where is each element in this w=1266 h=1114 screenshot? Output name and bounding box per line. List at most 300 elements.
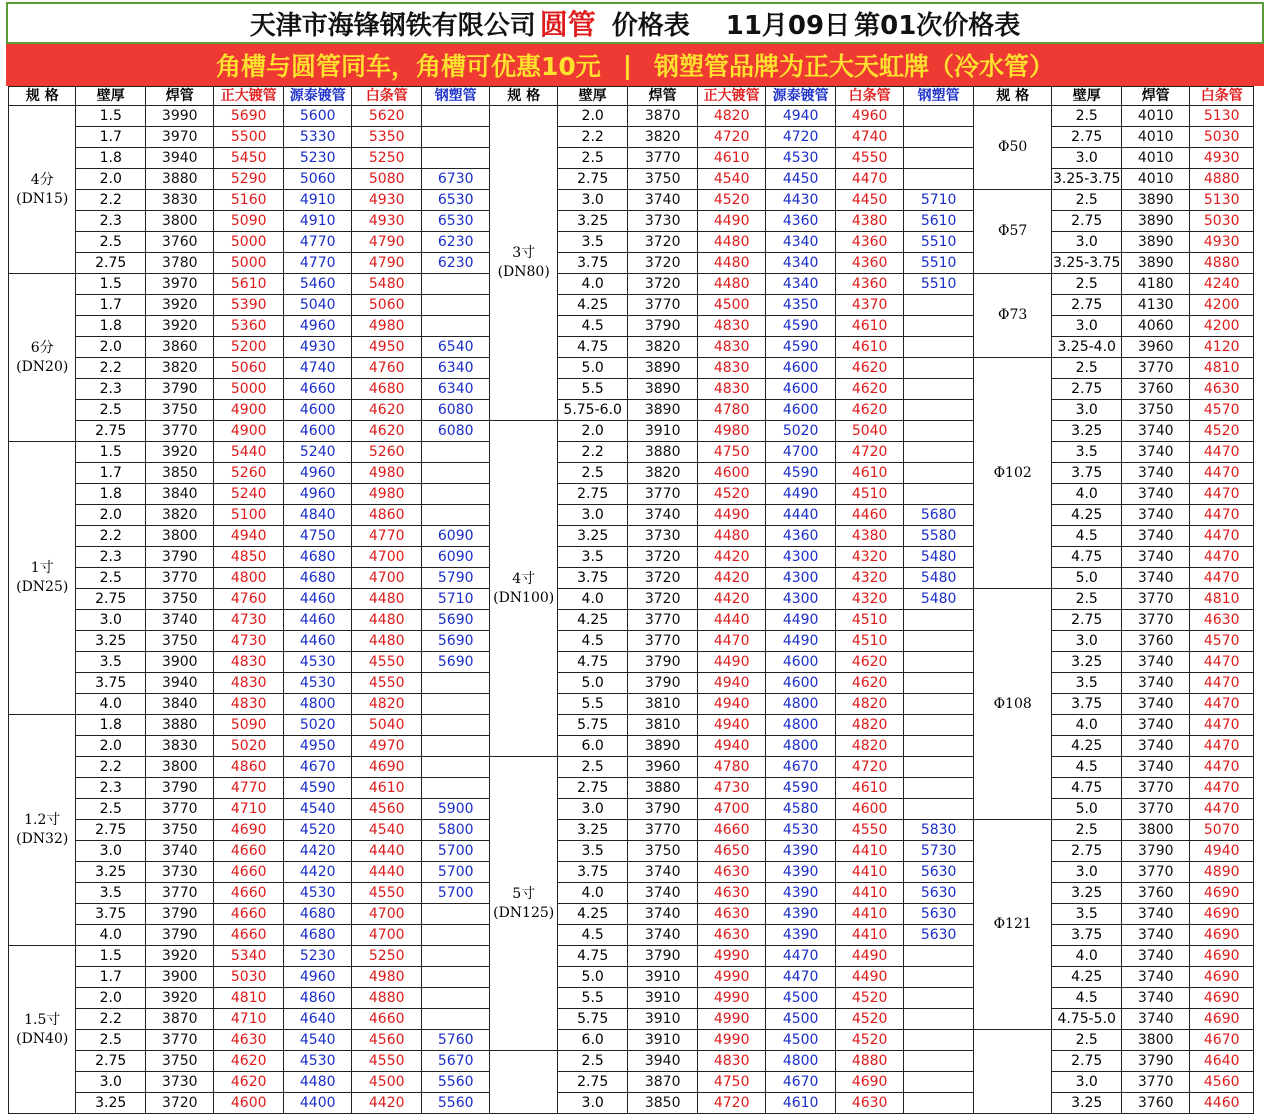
- promo-banner: [6, 44, 1264, 86]
- wall-thickness-cell: 2.75: [1052, 841, 1122, 862]
- price-cell: 4940: [697, 694, 765, 715]
- wall-thickness-cell: 2.0: [557, 421, 628, 442]
- price-cell: 4800: [214, 568, 284, 589]
- price-cell: [904, 715, 974, 736]
- price-cell: 3740: [628, 190, 698, 211]
- price-cell: 4600: [214, 1093, 284, 1114]
- price-cell: 5020: [766, 421, 836, 442]
- price-cell: 4340: [766, 253, 836, 274]
- banner-separator: |: [622, 50, 632, 80]
- table-row: [9, 274, 1254, 295]
- price-cell: 4930: [1190, 148, 1254, 169]
- column-header: 正大镀管: [697, 87, 765, 106]
- column-header: 焊管: [1121, 87, 1189, 106]
- price-cell: 4010: [1121, 148, 1189, 169]
- table-row: [9, 694, 1254, 715]
- price-cell: 4470: [1190, 505, 1254, 526]
- price-cell: 5710: [904, 190, 974, 211]
- spec-cell: 3寸 (DN80): [490, 106, 557, 421]
- price-cell: 3990: [145, 106, 213, 127]
- price-cell: 4610: [835, 778, 903, 799]
- price-cell: 4470: [1190, 736, 1254, 757]
- wall-thickness-cell: 3.25: [557, 211, 628, 232]
- price-cell: 3770: [145, 421, 213, 442]
- price-cell: [421, 1009, 489, 1030]
- price-cell: 4820: [697, 106, 765, 127]
- table-row: [9, 127, 1254, 148]
- table-row: [9, 547, 1254, 568]
- price-cell: 3920: [145, 946, 213, 967]
- table-row: [9, 1093, 1254, 1114]
- wall-thickness-cell: 4.5: [1052, 526, 1122, 547]
- price-cell: 4470: [1190, 673, 1254, 694]
- wall-thickness-cell: 2.0: [76, 505, 146, 526]
- wall-thickness-cell: 2.5: [1052, 1030, 1122, 1051]
- wall-thickness-cell: 3.0: [1052, 400, 1122, 421]
- price-cell: 5000: [214, 379, 284, 400]
- price-cell: 3770: [1121, 358, 1189, 379]
- price-cell: 4810: [1190, 589, 1254, 610]
- table-row: [9, 610, 1254, 631]
- table-row: [9, 715, 1254, 736]
- wall-thickness-cell: 2.75: [1052, 127, 1122, 148]
- price-cell: 3740: [1121, 547, 1189, 568]
- price-cell: 5480: [904, 568, 974, 589]
- wall-thickness-cell: 2.2: [76, 1009, 146, 1030]
- price-cell: 4360: [835, 232, 903, 253]
- wall-thickness-cell: 2.0: [76, 169, 146, 190]
- price-cell: 3750: [145, 1051, 213, 1072]
- price-cell: 4700: [352, 547, 422, 568]
- price-cell: 5730: [904, 841, 974, 862]
- wall-thickness-cell: 3.0: [1052, 232, 1122, 253]
- wall-thickness-cell: 3.0: [557, 1093, 628, 1114]
- price-cell: 4940: [697, 715, 765, 736]
- table-row: [9, 673, 1254, 694]
- price-cell: 5350: [352, 127, 422, 148]
- price-cell: 4600: [766, 379, 836, 400]
- price-cell: 3740: [628, 862, 698, 883]
- price-cell: 3900: [145, 967, 213, 988]
- wall-thickness-cell: 4.75: [1052, 778, 1122, 799]
- price-cell: 4690: [1190, 883, 1254, 904]
- price-cell: 4960: [835, 106, 903, 127]
- price-cell: 4960: [283, 967, 351, 988]
- price-cell: 3770: [628, 148, 698, 169]
- price-cell: 4980: [352, 967, 422, 988]
- price-cell: 5670: [421, 1051, 489, 1072]
- price-cell: 4740: [835, 127, 903, 148]
- column-header: 钢塑管: [904, 87, 974, 106]
- table-row: [9, 232, 1254, 253]
- spec-cell: 4寸 (DN100): [490, 421, 557, 757]
- price-cell: 6080: [421, 421, 489, 442]
- table-header-row: [9, 87, 1254, 106]
- spec-cell: Φ108: [973, 589, 1052, 820]
- price-cell: 4370: [835, 295, 903, 316]
- price-cell: 3760: [1121, 379, 1189, 400]
- wall-thickness-cell: 2.75: [1052, 295, 1122, 316]
- column-header: 焊管: [628, 87, 698, 106]
- price-cell: 5700: [421, 841, 489, 862]
- price-cell: 3910: [628, 1030, 698, 1051]
- price-cell: 3720: [628, 232, 698, 253]
- price-cell: 4470: [766, 946, 836, 967]
- price-cell: [904, 631, 974, 652]
- price-cell: 3890: [1121, 211, 1189, 232]
- price-cell: 4500: [352, 1072, 422, 1093]
- price-cell: 5560: [421, 1072, 489, 1093]
- price-cell: 4590: [283, 778, 351, 799]
- price-cell: 3740: [1121, 442, 1189, 463]
- price-cell: 5250: [352, 946, 422, 967]
- price-cell: 5230: [283, 946, 351, 967]
- price-cell: 6530: [421, 190, 489, 211]
- price-cell: 3750: [628, 169, 698, 190]
- price-cell: 4690: [214, 820, 284, 841]
- price-cell: 5510: [904, 232, 974, 253]
- price-cell: 4660: [214, 862, 284, 883]
- price-cell: 5160: [214, 190, 284, 211]
- price-cell: 3970: [145, 127, 213, 148]
- price-cell: 4950: [352, 337, 422, 358]
- wall-thickness-cell: 3.0: [1052, 631, 1122, 652]
- price-cell: 4440: [352, 862, 422, 883]
- price-cell: 3790: [145, 778, 213, 799]
- wall-thickness-cell: 5.75: [557, 715, 628, 736]
- price-cell: 4360: [766, 211, 836, 232]
- table-row: [9, 106, 1254, 127]
- price-cell: 4910: [283, 211, 351, 232]
- price-cell: 3790: [628, 316, 698, 337]
- price-cell: 3870: [628, 106, 698, 127]
- price-cell: [421, 127, 489, 148]
- price-cell: 4390: [766, 883, 836, 904]
- wall-thickness-cell: 3.25: [1052, 883, 1122, 904]
- price-cell: 3760: [1121, 883, 1189, 904]
- price-cell: 4830: [697, 1051, 765, 1072]
- price-cell: 4010: [1121, 169, 1189, 190]
- price-cell: 4600: [283, 421, 351, 442]
- price-cell: 5680: [904, 505, 974, 526]
- table-row: [9, 568, 1254, 589]
- spec-cell: 5寸 (DN125): [490, 757, 557, 1051]
- price-cell: 4660: [214, 904, 284, 925]
- price-cell: 3770: [1121, 1072, 1189, 1093]
- price-cell: 4300: [766, 589, 836, 610]
- price-cell: 4460: [283, 589, 351, 610]
- wall-thickness-cell: 2.5: [557, 148, 628, 169]
- price-cell: 4600: [766, 358, 836, 379]
- price-cell: 3920: [145, 988, 213, 1009]
- price-cell: 3740: [1121, 946, 1189, 967]
- wall-thickness-cell: 4.25: [557, 295, 628, 316]
- price-cell: [421, 925, 489, 946]
- wall-thickness-cell: 3.25: [1052, 421, 1122, 442]
- price-cell: 3790: [145, 547, 213, 568]
- price-cell: 3790: [1121, 841, 1189, 862]
- price-cell: 4660: [352, 1009, 422, 1030]
- table-row: [9, 883, 1254, 904]
- table-row: [9, 1030, 1254, 1051]
- price-cell: 4610: [352, 778, 422, 799]
- wall-thickness-cell: 5.0: [557, 358, 628, 379]
- wall-thickness-cell: 2.5: [76, 400, 146, 421]
- price-cell: 3880: [145, 715, 213, 736]
- price-cell: 4540: [283, 799, 351, 820]
- price-table-container: [8, 86, 1254, 1111]
- price-cell: 4500: [766, 1009, 836, 1030]
- price-cell: [904, 652, 974, 673]
- price-cell: 4540: [697, 169, 765, 190]
- price-cell: 4930: [352, 211, 422, 232]
- price-cell: 4180: [1121, 274, 1189, 295]
- wall-thickness-cell: 1.8: [76, 484, 146, 505]
- price-cell: 4530: [283, 883, 351, 904]
- price-cell: 4550: [352, 673, 422, 694]
- wall-thickness-cell: 4.25: [1052, 505, 1122, 526]
- price-cell: 5480: [352, 274, 422, 295]
- price-cell: 4620: [835, 652, 903, 673]
- price-cell: 5330: [283, 127, 351, 148]
- price-cell: 4930: [283, 337, 351, 358]
- table-row: [9, 799, 1254, 820]
- price-cell: 6090: [421, 526, 489, 547]
- price-cell: 3740: [1121, 988, 1189, 1009]
- price-cell: 3730: [145, 862, 213, 883]
- price-cell: 5620: [352, 106, 422, 127]
- price-cell: 4520: [835, 988, 903, 1009]
- price-cell: 4360: [835, 253, 903, 274]
- wall-thickness-cell: 1.7: [76, 295, 146, 316]
- wall-thickness-cell: 3.0: [76, 610, 146, 631]
- spec-cell: Φ50: [973, 106, 1052, 190]
- price-cell: 4930: [1190, 232, 1254, 253]
- spec-cell: Φ102: [973, 358, 1052, 589]
- price-cell: 4910: [283, 190, 351, 211]
- price-cell: 4600: [697, 463, 765, 484]
- price-cell: 5630: [904, 925, 974, 946]
- price-cell: 4490: [697, 652, 765, 673]
- price-cell: 3890: [628, 358, 698, 379]
- price-cell: 4390: [766, 862, 836, 883]
- price-cell: 5090: [214, 211, 284, 232]
- price-cell: [421, 673, 489, 694]
- price-cell: 4320: [835, 589, 903, 610]
- price-cell: 3940: [145, 148, 213, 169]
- price-cell: 4470: [1190, 694, 1254, 715]
- price-cell: 4880: [835, 1051, 903, 1072]
- price-cell: 3730: [145, 1072, 213, 1093]
- price-cell: 4490: [766, 484, 836, 505]
- price-cell: 5630: [904, 883, 974, 904]
- table-row: [9, 190, 1254, 211]
- price-cell: 4520: [697, 484, 765, 505]
- price-cell: 4630: [697, 925, 765, 946]
- price-cell: [904, 988, 974, 1009]
- price-cell: 5480: [904, 547, 974, 568]
- price-cell: 4660: [214, 883, 284, 904]
- price-cell: 4800: [766, 1051, 836, 1072]
- price-cell: 4720: [835, 442, 903, 463]
- price-cell: 4440: [352, 841, 422, 862]
- price-cell: 4730: [697, 778, 765, 799]
- price-cell: 3820: [145, 358, 213, 379]
- price-cell: 4700: [352, 925, 422, 946]
- price-cell: 4480: [697, 253, 765, 274]
- price-cell: 4780: [697, 400, 765, 421]
- price-cell: 3880: [628, 778, 698, 799]
- price-cell: 4630: [835, 1093, 903, 1114]
- table-row: [9, 148, 1254, 169]
- wall-thickness-cell: 3.0: [1052, 316, 1122, 337]
- price-cell: 5600: [283, 106, 351, 127]
- column-header: 规 格: [490, 87, 557, 106]
- price-cell: 4500: [766, 988, 836, 1009]
- price-cell: 6340: [421, 358, 489, 379]
- price-cell: 5100: [214, 505, 284, 526]
- wall-thickness-cell: 2.75: [76, 1051, 146, 1072]
- price-cell: 4470: [1190, 799, 1254, 820]
- price-cell: 3800: [1121, 820, 1189, 841]
- price-cell: 4450: [766, 169, 836, 190]
- table-row: [9, 589, 1254, 610]
- price-cell: [904, 610, 974, 631]
- price-cell: 4390: [766, 841, 836, 862]
- price-cell: 4620: [835, 379, 903, 400]
- price-cell: 4520: [697, 190, 765, 211]
- wall-thickness-cell: 2.5: [1052, 106, 1122, 127]
- spec-cell: Φ57: [973, 190, 1052, 274]
- price-cell: 4440: [697, 610, 765, 631]
- price-cell: 3720: [145, 1093, 213, 1114]
- wall-thickness-cell: 4.75: [557, 946, 628, 967]
- price-cell: 4410: [835, 883, 903, 904]
- price-cell: 3770: [628, 820, 698, 841]
- wall-thickness-cell: 2.2: [76, 526, 146, 547]
- price-cell: 4590: [766, 316, 836, 337]
- price-cell: 3840: [145, 484, 213, 505]
- wall-thickness-cell: 2.5: [1052, 358, 1122, 379]
- price-cell: 4630: [697, 862, 765, 883]
- company-name: 天津市海锋钢铁有限公司: [249, 10, 536, 41]
- wall-thickness-cell: 1.5: [76, 274, 146, 295]
- price-cell: 4520: [1190, 421, 1254, 442]
- wall-thickness-cell: 4.0: [1052, 946, 1122, 967]
- price-cell: 4530: [766, 148, 836, 169]
- price-cell: 4900: [214, 421, 284, 442]
- column-header: 白条管: [835, 87, 903, 106]
- price-cell: 4470: [1190, 547, 1254, 568]
- price-cell: 4840: [283, 505, 351, 526]
- price-cell: 3920: [145, 316, 213, 337]
- price-cell: 4990: [697, 1030, 765, 1051]
- wall-thickness-cell: 2.5: [1052, 190, 1122, 211]
- price-cell: 3870: [145, 1009, 213, 1030]
- price-cell: 3730: [628, 211, 698, 232]
- price-cell: 4590: [766, 337, 836, 358]
- wall-thickness-cell: 3.25: [76, 1093, 146, 1114]
- price-cell: 3720: [628, 547, 698, 568]
- price-cell: [904, 316, 974, 337]
- price-cell: 3830: [145, 190, 213, 211]
- table-row: [9, 1009, 1254, 1030]
- price-cell: 5500: [214, 127, 284, 148]
- price-cell: 3850: [628, 1093, 698, 1114]
- price-cell: 3750: [145, 400, 213, 421]
- price-cell: 3740: [1121, 967, 1189, 988]
- price-table: [8, 86, 1254, 1114]
- wall-thickness-cell: 4.75: [1052, 547, 1122, 568]
- price-cell: 5240: [283, 442, 351, 463]
- price-cell: 4530: [766, 820, 836, 841]
- wall-thickness-cell: 2.2: [76, 757, 146, 778]
- price-cell: 4520: [835, 1009, 903, 1030]
- price-cell: [904, 1030, 974, 1051]
- spec-cell: [973, 1030, 1052, 1114]
- price-cell: 4640: [283, 1009, 351, 1030]
- price-cell: 4490: [766, 631, 836, 652]
- table-row: [9, 1072, 1254, 1093]
- price-cell: 3740: [1121, 715, 1189, 736]
- price-cell: 3940: [628, 1051, 698, 1072]
- price-cell: 3860: [145, 337, 213, 358]
- price-cell: 4490: [697, 505, 765, 526]
- price-cell: 4830: [697, 379, 765, 400]
- price-cell: 5130: [1190, 106, 1254, 127]
- price-cell: 3740: [1121, 568, 1189, 589]
- price-cell: 4820: [835, 736, 903, 757]
- wall-thickness-cell: 4.25: [1052, 736, 1122, 757]
- price-cell: 3890: [628, 379, 698, 400]
- price-cell: 3820: [628, 463, 698, 484]
- price-cell: 4830: [214, 694, 284, 715]
- price-cell: [904, 379, 974, 400]
- wall-thickness-cell: 3.0: [557, 505, 628, 526]
- price-cell: 4690: [1190, 1009, 1254, 1030]
- wall-thickness-cell: 5.75-6.0: [557, 400, 628, 421]
- price-cell: 4410: [835, 904, 903, 925]
- price-cell: 4710: [214, 799, 284, 820]
- price-cell: 4430: [766, 190, 836, 211]
- wall-thickness-cell: 4.5: [1052, 757, 1122, 778]
- price-cell: 6540: [421, 337, 489, 358]
- wall-thickness-cell: 2.2: [557, 442, 628, 463]
- wall-thickness-cell: 2.5: [76, 232, 146, 253]
- price-cell: 3760: [145, 232, 213, 253]
- wall-thickness-cell: 4.5: [557, 316, 628, 337]
- price-cell: [904, 736, 974, 757]
- price-cell: 4800: [283, 694, 351, 715]
- wall-thickness-cell: 1.7: [76, 463, 146, 484]
- table-row: [9, 631, 1254, 652]
- price-cell: 4940: [766, 106, 836, 127]
- price-cell: 4380: [835, 526, 903, 547]
- price-cell: 3960: [1121, 337, 1189, 358]
- price-cell: 4410: [835, 862, 903, 883]
- wall-thickness-cell: 4.25: [557, 610, 628, 631]
- price-cell: [904, 463, 974, 484]
- price-cell: 4660: [283, 379, 351, 400]
- price-cell: 4470: [1190, 757, 1254, 778]
- price-cell: 3770: [628, 295, 698, 316]
- price-cell: 4930: [352, 190, 422, 211]
- price-cell: 5480: [904, 589, 974, 610]
- price-cell: 3740: [1121, 694, 1189, 715]
- table-row: [9, 484, 1254, 505]
- price-cell: 4460: [835, 505, 903, 526]
- price-cell: [421, 757, 489, 778]
